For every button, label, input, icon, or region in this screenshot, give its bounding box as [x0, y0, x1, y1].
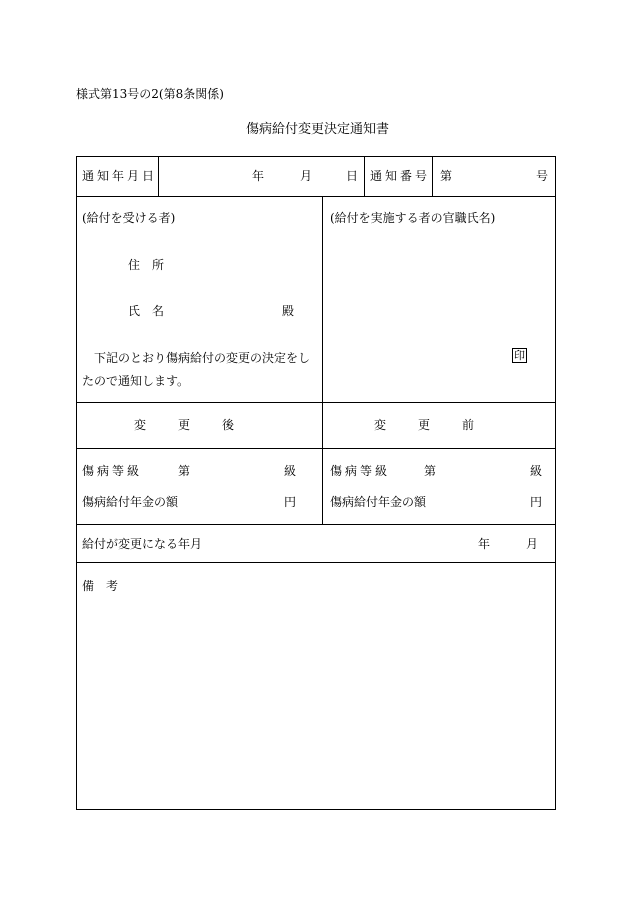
row-divider-2: [76, 402, 556, 403]
before-change-header: 変 更 前: [374, 418, 485, 432]
header-divider-3: [432, 156, 433, 196]
provider-heading: (給付を実施する者の官職氏名): [330, 211, 496, 225]
before-pension-label: 傷病給付年金の額: [330, 495, 427, 509]
notice-number-prefix: 第: [440, 169, 453, 183]
after-pension-label: 傷病給付年金の額: [82, 495, 179, 509]
center-divider: [322, 196, 323, 524]
before-yen-label: 円: [530, 495, 543, 509]
notice-year-label: 年: [252, 169, 265, 183]
remarks-label: 備 考: [82, 579, 119, 593]
after-yen-label: 円: [284, 495, 297, 509]
header-divider-2: [364, 156, 365, 196]
notice-text-line1: 下記のとおり傷病給付の変更の決定をし: [94, 351, 311, 365]
row-divider-3: [76, 448, 556, 449]
address-label: 住 所: [128, 258, 165, 272]
change-month-unit: 月: [526, 537, 539, 551]
notice-date-label: 通知年月日: [82, 169, 158, 183]
notice-day-label: 日: [346, 169, 359, 183]
notice-number-label: 通知番号: [370, 169, 431, 183]
notice-number-suffix: 号: [536, 169, 549, 183]
row-divider-5: [76, 562, 556, 563]
notice-month-label: 月: [300, 169, 313, 183]
after-grade-prefix: 第: [178, 464, 191, 478]
form-table: [76, 156, 556, 810]
honorific: 殿: [282, 304, 295, 318]
row-divider-1: [76, 196, 556, 197]
recipient-heading: (給付を受ける者): [82, 211, 176, 225]
before-grade-prefix: 第: [424, 464, 437, 478]
row-divider-4: [76, 524, 556, 525]
header-divider-1: [158, 156, 159, 196]
before-grade-suffix: 級: [530, 464, 543, 478]
after-change-header: 変 更 後: [134, 418, 245, 432]
after-grade-label: 傷病等級: [82, 464, 143, 478]
form-reference: 様式第13号の2(第8条関係): [76, 87, 224, 101]
page-title: 傷病給付変更決定通知書: [246, 122, 390, 137]
change-year-label: 年: [478, 537, 491, 551]
seal-mark: 印: [514, 349, 525, 362]
name-label: 氏 名: [128, 304, 165, 318]
change-month-label: 給付が変更になる年月: [82, 537, 203, 551]
notice-text-line2: たので通知します。: [82, 374, 190, 388]
before-grade-label: 傷病等級: [330, 464, 391, 478]
after-grade-suffix: 級: [284, 464, 297, 478]
